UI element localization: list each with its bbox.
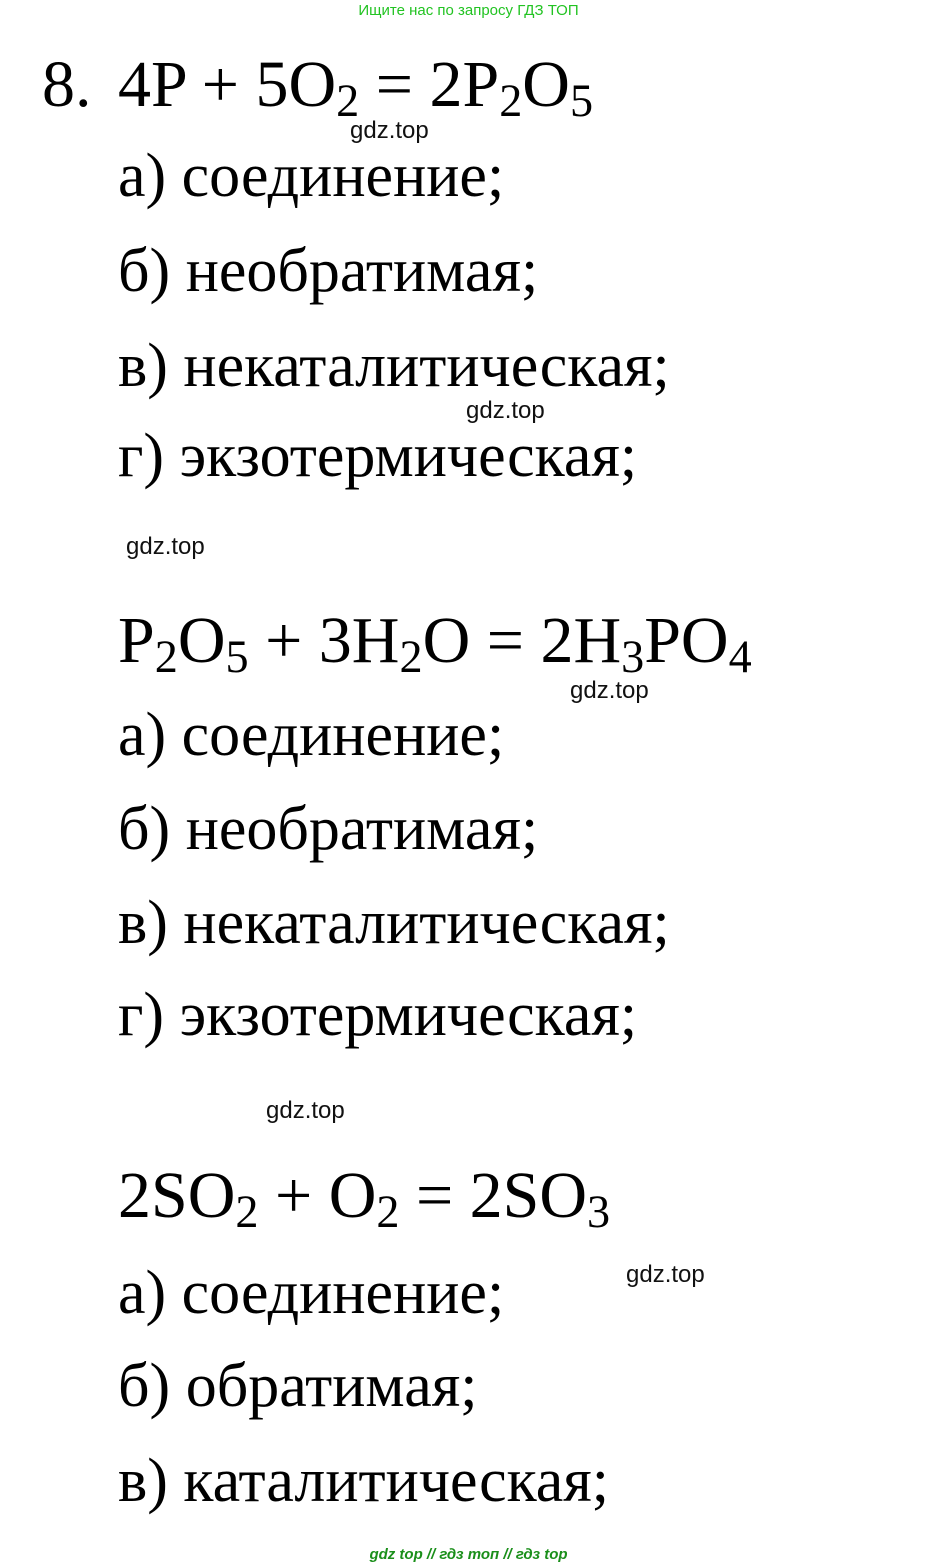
reaction-2-item-d: г) экзотермическая; (118, 981, 638, 1049)
reaction-3-item-a: а) соединение; (118, 1259, 505, 1327)
watermark: gdz.top (466, 397, 545, 424)
task-number: 8. (42, 48, 92, 121)
reaction-1-item-b: б) необратимая; (118, 237, 539, 305)
footer-watermark: gdz top // гдз топ // гдз top (369, 1546, 568, 1563)
equation-1: $4P + 5O_2 = 2P_2O_5$ (118, 48, 594, 127)
watermark: gdz.top (570, 677, 649, 704)
reaction-2-item-c: в) некаталитическая; (118, 889, 670, 957)
reaction-3-item-b: б) обратимая; (118, 1352, 478, 1420)
reaction-2-item-b: б) необратимая; (118, 795, 539, 863)
equation-2: $P_2O_5 + 3H_2O = 2H_3PO_4$ (118, 604, 752, 683)
search-hint: Ищите нас по запросу ГДЗ ТОП (358, 2, 579, 19)
watermark: gdz.top (266, 1097, 345, 1124)
reaction-2-item-a: а) соединение; (118, 701, 505, 769)
watermark: gdz.top (126, 533, 205, 560)
reaction-1-item-c: в) некаталитическая; (118, 332, 670, 400)
watermark: gdz.top (350, 117, 429, 144)
equation-3: $2SO_2 + O_2 = 2SO_3$ (118, 1159, 611, 1238)
reaction-1-item-d: г) экзотермическая; (118, 422, 638, 490)
watermark: gdz.top (626, 1261, 705, 1288)
reaction-1-item-a: а) соединение; (118, 142, 505, 210)
reaction-3-item-c: в) каталитическая; (118, 1447, 610, 1515)
